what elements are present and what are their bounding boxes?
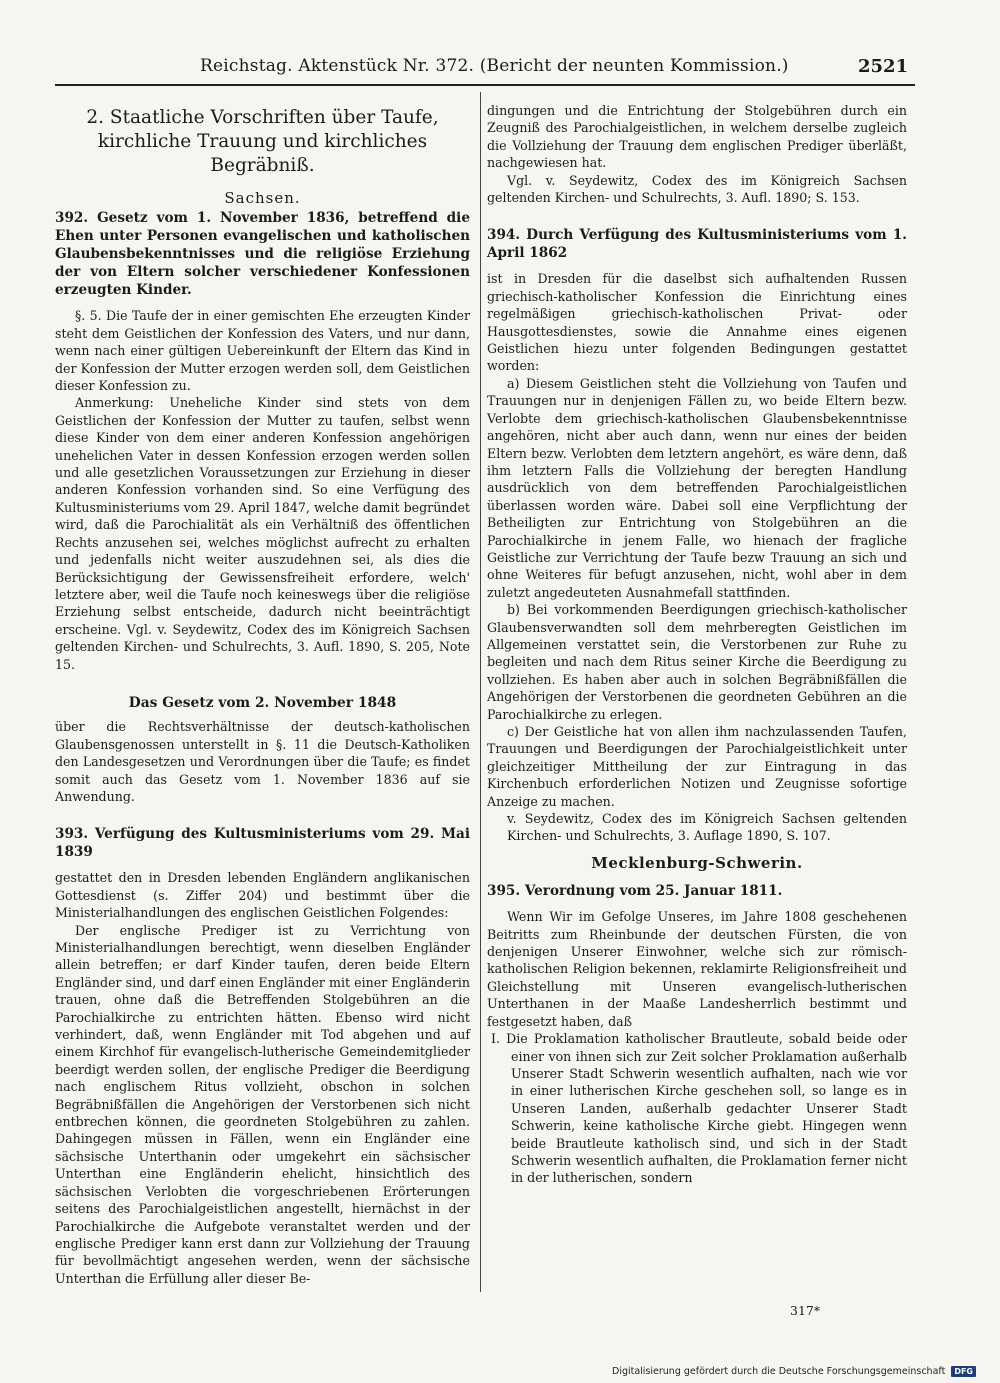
article-393-body: Der englische Prediger ist zu Verrichtung von Ministerialhandlungen berechtigt, wenn dieselben Engländer allein betreffen; er darf Kinder taufen, deren beide Eltern Engländer sind, und darf einen Engländer mit einer Engländerin trauen, ohne daß die Betreffenden Stolgebühren an die Parochialkirche zu entrichten hätten. Ebenso wird nicht verhindert, daß, wenn Engländer mit Tod abgehen und auf einem Kirchhof für evangelisch-lutherische Gemeindemitglieder beerdigt werden sollen, der englische Prediger die Beerdigung nach englischem Ritus vollzieht, obschon in solchen Begräbnißfällen die Angehörigen der Verstorbenen sich nicht entbrechen können, die geordneten Stolgebühren zu zahlen. Dahingegen müssen in Fällen, wenn ein Engländer eine sächsische Unterthanin oder umgekehrt ein sächsischer Unterthan eine Engländerin ehelicht, hinsichtlich des sächsischen Verlobten die vorgeschriebenen Erörterungen seitens des Parochialgeistlichen angestellt, hiernächst in der Parochialkirche die Aufgebote veranstaltet werden und der englische Prediger kann erst dann zur Vollziehung der Trauung für bevollmächtigt angesehen werden, wenn der sächsische Unterthan die Erfüllung aller dieser Be-	[55, 922, 470, 1286]
dfg-logo-icon: DFG	[951, 1366, 976, 1377]
header-rule	[55, 84, 915, 86]
article-393-intro: gestattet den in Dresden lebenden Engländern anglikanischen Gottesdienst (s. Ziffer 204) und bestimmt über die Ministerialhandlungen des englischen Geistlichen Folgendes:	[55, 870, 470, 921]
article-394-item-a: a) Diesem Geistlichen steht die Vollziehung von Taufen und Trauungen nur in denjenigen Fällen zu, wo beide Eltern bezw. Verlobte dem griechisch-katholischen Glaubensbekenntnisse angehören, nicht aber auch dann, wenn nur eines der beiden Eltern bezw. Verlobten dem letztern angehört, es wäre denn, daß ihm letztern Falls die Vollziehung der beregten Handlung ausdrücklich von dem betreffenden Parochialgeistlichen überlassen worden wäre. Dabei soll eine Verpflichtung der Betheiligten zur Entrichtung von Stolgebühren an die Parochialkirche in jenem Falle, wo hienach der fragliche Geistliche zur Verrichtung der Taufe bezw Trauung an sich und ohne Weiteres für befugt anzusehen, nicht, wohl aber in dem zuletzt angedeuteten Ausnahmefall stattfinden.	[487, 375, 907, 600]
article-392-paragraph: §. 5. Die Taufe der in einer gemischten Ehe erzeugten Kinder steht dem Geistlichen der Konfession des Vaters, und nur dann, wenn nach einer gültigen Uebereinkunft der Eltern das Kind in der Konfession der Mutter erzogen werden soll, dem Geistlichen dieser Konfession zu.	[55, 308, 470, 394]
law-1848-heading: Das Gesetz vom 2. November 1848	[128, 694, 397, 711]
article-394-item-c: c) Der Geistliche hat von allen ihm nachzulassenden Taufen, Trauungen und Beerdigungen der Parochialgeistlichkeit unter gleichzeitiger Mittheilung der zur Eintragung in das Kirchenbuch erforderlichen Notizen und Zeugnisse sofortige Anzeige zu machen.	[487, 724, 907, 809]
article-393-reference: Vgl. v. Seydewitz, Codex des im Königreich Sachsen geltenden Kirchen- und Schulrechts, 3. Aufl. 1890; S. 153.	[487, 172, 907, 206]
article-394-item-b: b) Bei vorkommenden Beerdigungen griechisch-katholischer Glaubensverwandten soll dem mehrberegten Geistlichen im Allgemeinen verstattet sein, die Verstorbenen zur Ruhe zu begleiten und nach dem Ritus seiner Kirche die Beerdigung zu vollziehen. Es haben aber auch in solchen Begräbnißfällen die Angehörigen der Verstorbenen die geordneten Gebühren an die Parochialkirche zu erlegen.	[487, 602, 907, 722]
state-heading-mecklenburg: Mecklenburg-Schwerin.	[591, 853, 803, 872]
article-393-continuation: dingungen und die Entrichtung der Stolgebühren durch ein Zeugniß des Parochialgeistlichen, in welchem derselbe zugleich die Vollziehung der Trauung dem englischen Prediger überläßt, nachgewiesen hat.	[487, 103, 907, 171]
article-394-reference: v. Seydewitz, Codex des im Königreich Sachsen geltenden Kirchen- und Schulrechts, 3. Auflage 1890, S. 107.	[507, 811, 907, 844]
section-title: 2. Staatliche Vorschriften über Taufe, kirchliche Trauung und kirchliches Begräbniß.	[86, 107, 439, 176]
column-divider	[480, 92, 481, 1292]
article-395-intro: Wenn Wir im Gefolge Unseres, im Jahre 1808 geschehenen Beitritts zum Rheinbunde der deutschen Fürsten, die von denjenigen Unserer Einwohner, welche sich zur römisch-katholischen Religion bekennen, reklamirte Religionsfreiheit und Gleichstellung mit Unseren evangelisch-lutherischen Unterthanen in der Maaße Landesherrlich bestimmt und festgesetzt haben, daß	[487, 909, 907, 1029]
printer-signature: 317*	[790, 1303, 821, 1318]
footer-text: Digitalisierung gefördert durch die Deutsche Forschungsgemeinschaft	[612, 1366, 946, 1377]
article-394-intro: ist in Dresden für die daselbst sich aufhaltenden Russen griechisch-katholischer Konfession die Einrichtung eines regelmäßigen griechisch-katholischen Privat- oder Hausgottesdienstes, sowie die Annahme eines eigenen Geistlichen hiezu unter folgenden Bedingungen gestattet worden:	[487, 271, 907, 374]
state-heading-sachsen: Sachsen.	[224, 189, 301, 207]
article-392-note: Anmerkung: Uneheliche Kinder sind stets von dem Geistlichen der Konfession der Mutter zu taufen, selbst wenn diese Kinder von dem einer anderen Konfession angehörigen unehelichen Vater in dessen Konfession erzogen werden sollen und alle gesetzlichen Voraussetzungen zur Erziehung in dieser anderen Konfession vorhanden sind. So eine Verfügung des Kultusministeriums vom 29. April 1847, welche damit begründet wird, daß die Parochialität als ein Verhältniß des öffentlichen Rechts anzusehen sei, welches möglichst aufrecht zu erhalten und jedenfalls nicht weiter auszudehnen sei, als dies die Berücksichtigung der Gewissensfreiheit erfordere, welch' letztere aber, weil die Taufe noch keineswegs über die religiöse Erziehung selbst entscheide, dadurch nicht beeinträchtigt erscheine. Vgl. v. Seydewitz, Codex des im Königreich Sachsen geltenden Kirchen- und Schulrechts, 3. Aufl. 1890, S. 205, Note 15.	[55, 395, 470, 672]
article-392-heading: 392. Gesetz vom 1. November 1836, betreffend die Ehen unter Personen evangelischen und katholischen Glaubensbekenntnisses und die religiöse Erziehung der von Eltern solcher verschiedener Konfessionen erzeugten Kinder.	[55, 210, 470, 299]
right-column	[487, 102, 907, 1187]
article-395-item-I: I. Die Proklamation katholischer Brautleute, sobald beide oder einer von ihnen sich zur Zeit solcher Proklamation außerhalb Unserer Stadt Schwerin wesentlich aufhalten, nach wie vor in einer lutherischen Kirche geschehen soll, so lange es in Unseren Landen, außerhalb gedachter Unserer Stadt Schwerin, keine katholische Kirche giebt. Hingegen wenn beide Brautleute katholisch sind, und sich in der Stadt Schwerin wesentlich aufhalten, die Proklamation ferner nicht in der lutherischen, sondern	[491, 1031, 907, 1186]
article-395-heading: 395. Verordnung vom 25. Januar 1811.	[487, 883, 783, 900]
law-1848-text: über die Rechtsverhältnisse der deutsch-katholischen Glaubensgenossen unterstellt in §. 11 die Deutsch-Katholiken den Landesgesetzen und Verordnungen über die Taufe; es findet somit auch das Gesetz vom 1. November 1836 auf sie Anwendung.	[55, 719, 470, 804]
digitization-footer	[612, 1366, 976, 1377]
running-header: Reichstag. Aktenstück Nr. 372. (Bericht der neunten Kommission.)	[200, 56, 789, 76]
left-column	[55, 100, 470, 1287]
article-393-heading: 393. Verfügung des Kultusministeriums vom 29. Mai 1839	[55, 826, 470, 861]
page-number: 2521	[858, 56, 909, 77]
article-394-heading: 394. Durch Verfügung des Kultusministeriums vom 1. April 1862	[487, 227, 907, 262]
